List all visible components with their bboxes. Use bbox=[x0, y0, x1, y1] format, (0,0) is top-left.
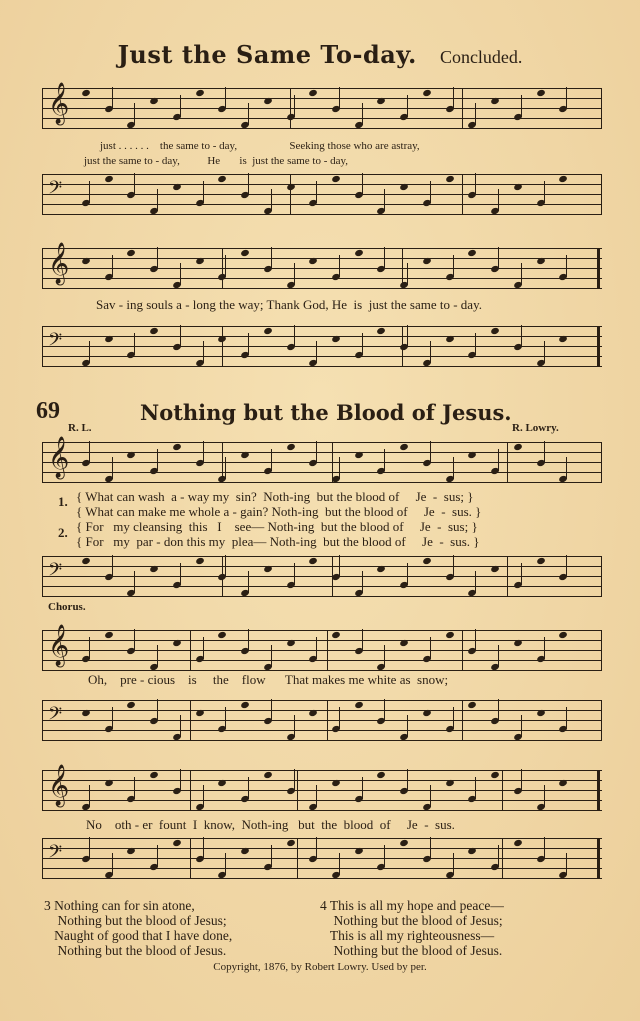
note-head bbox=[263, 771, 273, 779]
note-head bbox=[422, 557, 432, 565]
stanza-4 bbox=[320, 898, 504, 958]
note-head bbox=[81, 89, 91, 97]
note-head bbox=[513, 443, 523, 451]
note-stem bbox=[180, 715, 181, 737]
note-head bbox=[536, 557, 546, 565]
chorus-line-2: No oth - er fount I know, Noth-ing but the blood of Je - sus. bbox=[86, 817, 455, 832]
note-stem bbox=[89, 837, 90, 859]
note-stem bbox=[453, 555, 454, 577]
note-head bbox=[172, 443, 182, 451]
note-head bbox=[240, 451, 250, 459]
note-head bbox=[354, 249, 364, 257]
note-stem bbox=[362, 103, 363, 125]
note-stem bbox=[294, 715, 295, 737]
note-stem bbox=[362, 173, 363, 195]
note-stem bbox=[384, 247, 385, 269]
stanza-line: Nothing but the blood of Jesus. bbox=[44, 943, 227, 958]
note-stem bbox=[180, 563, 181, 585]
note-stem bbox=[89, 441, 90, 463]
note-stem bbox=[521, 563, 522, 585]
staff-treble-5 bbox=[42, 765, 602, 810]
note-stem bbox=[203, 441, 204, 463]
note-head bbox=[263, 97, 273, 105]
note-head bbox=[263, 327, 273, 335]
note-stem bbox=[89, 785, 90, 807]
note-stem bbox=[407, 95, 408, 117]
note-head bbox=[399, 443, 409, 451]
note-stem bbox=[339, 457, 340, 479]
note-stem bbox=[112, 555, 113, 577]
note-stem bbox=[203, 341, 204, 363]
note-stem bbox=[453, 707, 454, 729]
note-stem bbox=[180, 95, 181, 117]
note-head bbox=[195, 557, 205, 565]
note-stem bbox=[180, 325, 181, 347]
note-stem bbox=[521, 769, 522, 791]
note-stem bbox=[566, 853, 567, 875]
note-stem bbox=[294, 563, 295, 585]
stanza-line: Naught of good that I have done, bbox=[44, 928, 233, 943]
note-head bbox=[104, 779, 114, 787]
note-stem bbox=[453, 87, 454, 109]
hymn1-title: Just the Same To-day. bbox=[117, 40, 417, 69]
note-stem bbox=[112, 707, 113, 729]
note-stem bbox=[544, 637, 545, 659]
treble-clef-icon: 𝄞 bbox=[48, 765, 70, 806]
note-head bbox=[308, 557, 318, 565]
note-stem bbox=[384, 699, 385, 721]
note-head bbox=[240, 847, 250, 855]
note-stem bbox=[339, 853, 340, 875]
note-stem bbox=[225, 555, 226, 577]
note-stem bbox=[248, 333, 249, 355]
note-stem bbox=[566, 707, 567, 729]
hymn1-title-block bbox=[0, 40, 640, 69]
note-head bbox=[104, 335, 114, 343]
note-stem bbox=[180, 769, 181, 791]
note-head bbox=[422, 709, 432, 717]
note-stem bbox=[384, 449, 385, 471]
note-stem bbox=[248, 173, 249, 195]
note-head bbox=[240, 249, 250, 257]
note-stem bbox=[225, 457, 226, 479]
note-head bbox=[422, 257, 432, 265]
note-stem bbox=[339, 555, 340, 577]
note-head bbox=[354, 701, 364, 709]
note-head bbox=[286, 839, 296, 847]
note-stem bbox=[134, 333, 135, 355]
note-head bbox=[445, 631, 455, 639]
note-stem bbox=[134, 173, 135, 195]
note-stem bbox=[407, 263, 408, 285]
note-stem bbox=[407, 715, 408, 737]
note-head bbox=[149, 771, 159, 779]
note-head bbox=[104, 631, 114, 639]
bass-clef-icon: 𝄢 bbox=[48, 330, 63, 355]
stanza-3 bbox=[44, 898, 232, 958]
lyricist-credit: R. L. bbox=[68, 422, 92, 434]
note-stem bbox=[544, 181, 545, 203]
note-head bbox=[81, 709, 91, 717]
note-head bbox=[331, 335, 341, 343]
note-stem bbox=[157, 845, 158, 867]
note-stem bbox=[157, 449, 158, 471]
note-head bbox=[536, 89, 546, 97]
composer-credit: R. Lowry. bbox=[512, 422, 559, 434]
note-head bbox=[195, 89, 205, 97]
hymn1-lyric-line1: just . . . . . . the same to - day, Seeking those who are astray, bbox=[100, 140, 420, 152]
staff-bass-5 bbox=[42, 838, 602, 878]
staff-bass-4 bbox=[42, 700, 602, 740]
note-head bbox=[172, 639, 182, 647]
note-head bbox=[218, 175, 228, 183]
note-stem bbox=[225, 707, 226, 729]
note-stem bbox=[271, 645, 272, 667]
chorus-line-1: Oh, pre - cious is the flow That makes me white as snow; bbox=[88, 672, 449, 687]
note-stem bbox=[453, 255, 454, 277]
note-stem bbox=[157, 699, 158, 721]
note-stem bbox=[316, 785, 317, 807]
note-head bbox=[377, 771, 387, 779]
verse-line-1: { What can wash a - way my sin? Noth-ing but the blood of Je - sus; } bbox=[76, 489, 474, 504]
note-stem bbox=[271, 449, 272, 471]
note-stem bbox=[316, 637, 317, 659]
treble-clef-icon: 𝄞 bbox=[48, 243, 70, 284]
stanza-line: Nothing but the blood of Jesus; bbox=[44, 913, 227, 928]
stanza-line: Nothing but the blood of Jesus. bbox=[320, 943, 503, 958]
stanza-line: This is all my righteousness— bbox=[320, 928, 495, 943]
note-stem bbox=[339, 87, 340, 109]
note-head bbox=[377, 327, 387, 335]
staff-treble-2 bbox=[42, 243, 602, 288]
note-stem bbox=[430, 785, 431, 807]
note-head bbox=[422, 89, 432, 97]
note-stem bbox=[89, 181, 90, 203]
note-stem bbox=[430, 637, 431, 659]
note-head bbox=[399, 183, 409, 191]
note-stem bbox=[498, 845, 499, 867]
staff-treble-4 bbox=[42, 625, 602, 670]
note-stem bbox=[475, 777, 476, 799]
note-stem bbox=[498, 189, 499, 211]
note-stem bbox=[294, 325, 295, 347]
note-stem bbox=[430, 341, 431, 363]
note-stem bbox=[566, 255, 567, 277]
note-stem bbox=[498, 247, 499, 269]
note-head bbox=[354, 451, 364, 459]
note-stem bbox=[475, 333, 476, 355]
note-stem bbox=[521, 263, 522, 285]
hymn1-lyric-line2: Sav - ing souls a - long the way; Thank God, He is just the same to - day. bbox=[96, 297, 482, 312]
note-head bbox=[308, 89, 318, 97]
note-stem bbox=[384, 645, 385, 667]
verse-number-2: 2. bbox=[58, 525, 68, 540]
note-stem bbox=[453, 457, 454, 479]
note-head bbox=[558, 631, 568, 639]
note-stem bbox=[521, 715, 522, 737]
stanza-line: Nothing but the blood of Jesus; bbox=[320, 913, 503, 928]
note-stem bbox=[316, 837, 317, 859]
note-stem bbox=[521, 95, 522, 117]
note-head bbox=[127, 701, 137, 709]
note-head bbox=[468, 701, 478, 709]
note-stem bbox=[134, 777, 135, 799]
note-head bbox=[149, 97, 159, 105]
note-stem bbox=[339, 707, 340, 729]
note-stem bbox=[407, 769, 408, 791]
note-head bbox=[445, 335, 455, 343]
note-stem bbox=[112, 457, 113, 479]
note-stem bbox=[475, 103, 476, 125]
bass-clef-icon: 𝄢 bbox=[48, 178, 63, 203]
note-head bbox=[81, 557, 91, 565]
note-stem bbox=[203, 837, 204, 859]
note-head bbox=[286, 443, 296, 451]
chorus-label: Chorus. bbox=[48, 601, 86, 613]
staff-treble-1 bbox=[42, 83, 602, 128]
staff-bass-1 bbox=[42, 174, 602, 214]
note-head bbox=[513, 639, 523, 647]
note-stem bbox=[225, 87, 226, 109]
note-stem bbox=[339, 255, 340, 277]
bass-clef-icon: 𝄢 bbox=[48, 704, 63, 729]
note-head bbox=[127, 249, 137, 257]
note-stem bbox=[430, 837, 431, 859]
note-stem bbox=[180, 263, 181, 285]
note-head bbox=[490, 97, 500, 105]
note-head bbox=[263, 565, 273, 573]
note-stem bbox=[498, 449, 499, 471]
verse-line-3: { For my cleansing this I see— Noth-ing but the blood of Je - sus; } bbox=[76, 519, 478, 534]
note-stem bbox=[566, 87, 567, 109]
note-stem bbox=[112, 87, 113, 109]
note-stem bbox=[544, 837, 545, 859]
note-stem bbox=[521, 325, 522, 347]
note-stem bbox=[271, 189, 272, 211]
note-head bbox=[149, 565, 159, 573]
note-stem bbox=[407, 563, 408, 585]
note-stem bbox=[475, 629, 476, 651]
note-stem bbox=[294, 769, 295, 791]
note-stem bbox=[134, 629, 135, 651]
note-stem bbox=[384, 189, 385, 211]
verse-line-4: { For my par - don this my plea— Noth-ing but the blood of Je - sus. } bbox=[76, 534, 480, 549]
note-stem bbox=[203, 181, 204, 203]
note-stem bbox=[544, 341, 545, 363]
note-stem bbox=[362, 777, 363, 799]
note-head bbox=[195, 709, 205, 717]
verse-number-1: 1. bbox=[58, 494, 68, 509]
note-stem bbox=[89, 637, 90, 659]
note-stem bbox=[248, 103, 249, 125]
treble-clef-icon: 𝄞 bbox=[48, 437, 70, 478]
note-stem bbox=[294, 263, 295, 285]
note-head bbox=[468, 249, 478, 257]
note-stem bbox=[430, 441, 431, 463]
note-stem bbox=[316, 441, 317, 463]
hymn1-subtitle: Concluded. bbox=[439, 47, 523, 67]
note-stem bbox=[225, 853, 226, 875]
note-head bbox=[513, 183, 523, 191]
staff-bass-2 bbox=[42, 326, 602, 366]
note-stem bbox=[225, 255, 226, 277]
note-stem bbox=[544, 441, 545, 463]
note-stem bbox=[112, 255, 113, 277]
verse-line-2: { What can make me whole a - gain? Noth-ing but the blood of Je - sus. } bbox=[76, 504, 482, 519]
note-stem bbox=[498, 699, 499, 721]
note-stem bbox=[566, 555, 567, 577]
note-stem bbox=[566, 457, 567, 479]
note-stem bbox=[134, 103, 135, 125]
note-stem bbox=[271, 247, 272, 269]
note-head bbox=[490, 565, 500, 573]
bass-clef-icon: 𝄢 bbox=[48, 560, 63, 585]
note-stem bbox=[316, 181, 317, 203]
note-head bbox=[149, 327, 159, 335]
note-stem bbox=[362, 629, 363, 651]
note-stem bbox=[384, 845, 385, 867]
note-head bbox=[172, 839, 182, 847]
note-stem bbox=[89, 341, 90, 363]
note-head bbox=[399, 839, 409, 847]
note-head bbox=[240, 701, 250, 709]
note-stem bbox=[157, 645, 158, 667]
note-stem bbox=[453, 853, 454, 875]
note-head bbox=[218, 631, 228, 639]
note-head bbox=[195, 257, 205, 265]
note-head bbox=[331, 779, 341, 787]
note-stem bbox=[362, 333, 363, 355]
copyright-notice: Copyright, 1876, by Robert Lowry. Used by per. bbox=[213, 961, 427, 973]
note-head bbox=[558, 175, 568, 183]
note-stem bbox=[294, 95, 295, 117]
hymn-number: 69 bbox=[36, 398, 60, 424]
note-stem bbox=[157, 247, 158, 269]
note-head bbox=[445, 175, 455, 183]
note-stem bbox=[157, 189, 158, 211]
stanza-line: 3 Nothing can for sin atone, bbox=[44, 898, 195, 913]
note-head bbox=[331, 175, 341, 183]
staff-treble-3 bbox=[42, 437, 602, 482]
treble-clef-icon: 𝄞 bbox=[48, 83, 70, 124]
note-stem bbox=[248, 571, 249, 593]
note-stem bbox=[475, 571, 476, 593]
note-stem bbox=[362, 571, 363, 593]
bass-clef-icon: 𝄢 bbox=[48, 842, 63, 867]
note-stem bbox=[203, 637, 204, 659]
treble-clef-icon: 𝄞 bbox=[48, 625, 70, 666]
note-stem bbox=[203, 785, 204, 807]
note-head bbox=[490, 327, 500, 335]
stanza-line: 4 This is all my hope and peace— bbox=[320, 898, 504, 913]
note-head bbox=[490, 771, 500, 779]
note-stem bbox=[498, 645, 499, 667]
note-stem bbox=[248, 777, 249, 799]
note-stem bbox=[134, 571, 135, 593]
note-stem bbox=[407, 325, 408, 347]
note-head bbox=[81, 257, 91, 265]
staff-bass-3 bbox=[42, 556, 602, 596]
note-stem bbox=[544, 785, 545, 807]
note-head bbox=[513, 839, 523, 847]
note-head bbox=[445, 779, 455, 787]
hymn1-lyric-line1b: just the same to - day, He is just the same to - day, bbox=[84, 155, 349, 167]
note-head bbox=[104, 175, 114, 183]
note-stem bbox=[271, 845, 272, 867]
note-stem bbox=[271, 699, 272, 721]
note-head bbox=[354, 847, 364, 855]
note-head bbox=[399, 639, 409, 647]
note-head bbox=[331, 631, 341, 639]
hymn2-title: Nothing but the Blood of Jesus. bbox=[140, 400, 512, 425]
note-head bbox=[172, 183, 182, 191]
note-stem bbox=[430, 181, 431, 203]
note-stem bbox=[112, 853, 113, 875]
note-stem bbox=[316, 341, 317, 363]
note-stem bbox=[248, 629, 249, 651]
note-stem bbox=[475, 173, 476, 195]
